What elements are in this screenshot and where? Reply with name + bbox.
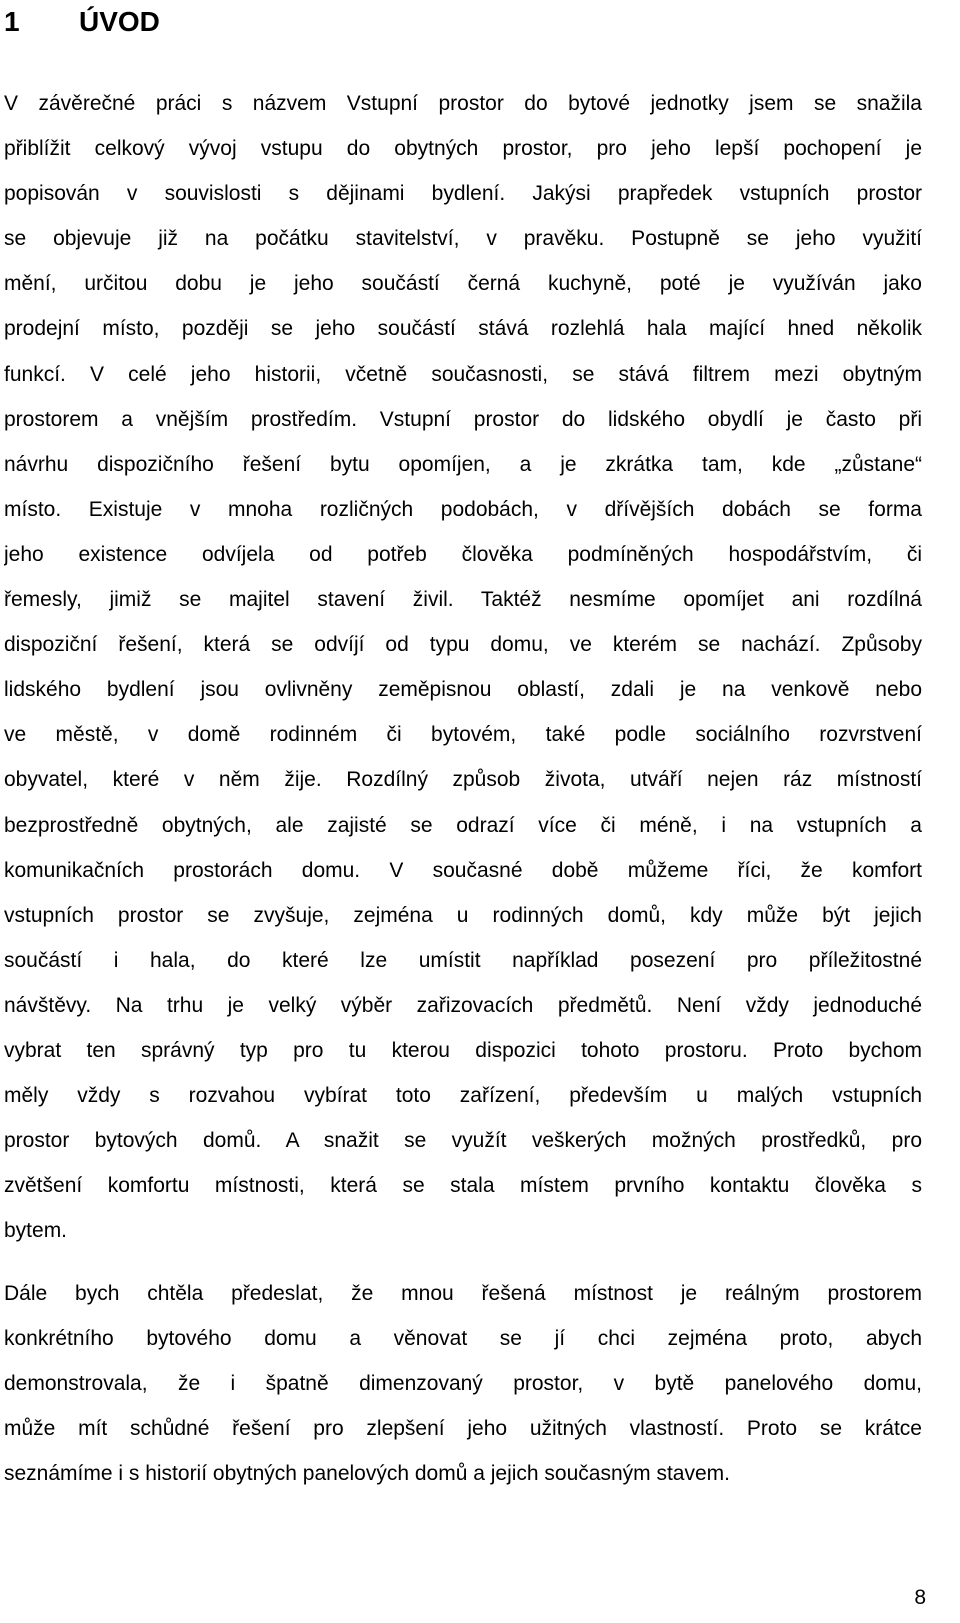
paragraph-2	[4, 1271, 922, 1496]
chapter-number: 1	[4, 6, 20, 37]
text-line: vybrat ten správný typ pro tu kterou dispozici tohoto prostoru. Proto bychom	[4, 1038, 922, 1062]
page-number: 8	[914, 1586, 926, 1609]
text-line: vstupních prostor se zvyšuje, zejména u rodinných domů, kdy může být jejich	[4, 903, 922, 927]
text-line: funkcí. V celé jeho historii, včetně současnosti, se stává filtrem mezi obytným	[4, 362, 922, 386]
text-line: bytem.	[4, 1219, 68, 1243]
text-line: konkrétního bytového domu a věnovat se jí chci zejména proto, abych	[4, 1327, 922, 1351]
text-line: demonstrovala, že i špatně dimenzovaný prostor, v bytě panelového domu,	[4, 1372, 922, 1396]
text-line: obyvatel, které v něm žije. Rozdílný způsob života, utváří nejen ráz místností	[4, 768, 922, 792]
text-line: návštěvy. Na trhu je velký výběr zařizovacích předmětů. Není vždy jednoduché	[4, 993, 922, 1017]
text-line: se objevuje již na počátku stavitelství, v pravěku. Postupně se jeho využití	[4, 227, 922, 251]
chapter-title: ÚVOD	[79, 6, 160, 37]
chapter-heading	[4, 2, 160, 42]
text-line: řemesly, jimiž se majitel stavení živil. Taktéž nesmíme opomíjet ani rozdílná	[4, 588, 922, 612]
text-line: může mít schůdné řešení pro zlepšení jeho užitných vlastností. Proto se krátce	[4, 1417, 922, 1441]
text-line: ve městě, v domě rodinném či bytovém, také podle sociálního rozvrstvení	[4, 723, 922, 747]
text-line: návrhu dispozičního řešení bytu opomíjen, a je zkrátka tam, kde „zůstane“	[4, 452, 922, 476]
text-line: součástí i hala, do které lze umístit například posezení pro příležitostné	[4, 948, 922, 972]
text-line: bezprostředně obytných, ale zajisté se odrazí více či méně, i na vstupních a	[4, 813, 922, 837]
text-line: dispoziční řešení, která se odvíjí od typu domu, ve kterém se nachází. Způsoby	[4, 633, 922, 657]
text-line: V závěrečné práci s názvem Vstupní prostor do bytové jednotky jsem se snažila	[4, 92, 922, 115]
text-line: lidského bydlení jsou ovlivněny zeměpisnou oblastí, zdali je na venkově nebo	[4, 678, 922, 702]
text-line: Dále bych chtěla předeslat, že mnou řešená místnost je reálným prostorem	[4, 1282, 922, 1305]
paragraph-1	[4, 81, 922, 1253]
text-line: prostor bytových domů. A snažit se využít veškerých možných prostředků, pro	[4, 1129, 922, 1153]
text-line: prodejní místo, později se jeho součástí stává rozlehlá hala mající hned několik	[4, 317, 922, 341]
text-line: seznámíme i s historií obytných panelových domů a jejich současným stavem.	[4, 1462, 730, 1486]
text-line: přiblížit celkový vývoj vstupu do obytných prostor, pro jeho lepší pochopení je	[4, 137, 922, 161]
text-line: měly vždy s rozvahou vybírat toto zařízení, především u malých vstupních	[4, 1084, 922, 1108]
text-line: popisován v souvislosti s dějinami bydlení. Jakýsi prapředek vstupních prostor	[4, 182, 922, 206]
text-line: jeho existence odvíjela od potřeb člověka podmíněných hospodářstvím, či	[4, 542, 922, 566]
text-line: zvětšení komfortu místnosti, která se stala místem prvního kontaktu člověka s	[4, 1174, 922, 1198]
text-line: komunikačních prostorách domu. V současné době můžeme říci, že komfort	[4, 858, 922, 882]
text-line: prostorem a vnějším prostředím. Vstupní prostor do lidského obydlí je často při	[4, 407, 922, 431]
text-line: mění, určitou dobu je jeho součástí černá kuchyně, poté je využíván jako	[4, 272, 922, 296]
text-line: místo. Existuje v mnoha rozličných podobách, v dřívějších dobách se forma	[4, 497, 922, 521]
